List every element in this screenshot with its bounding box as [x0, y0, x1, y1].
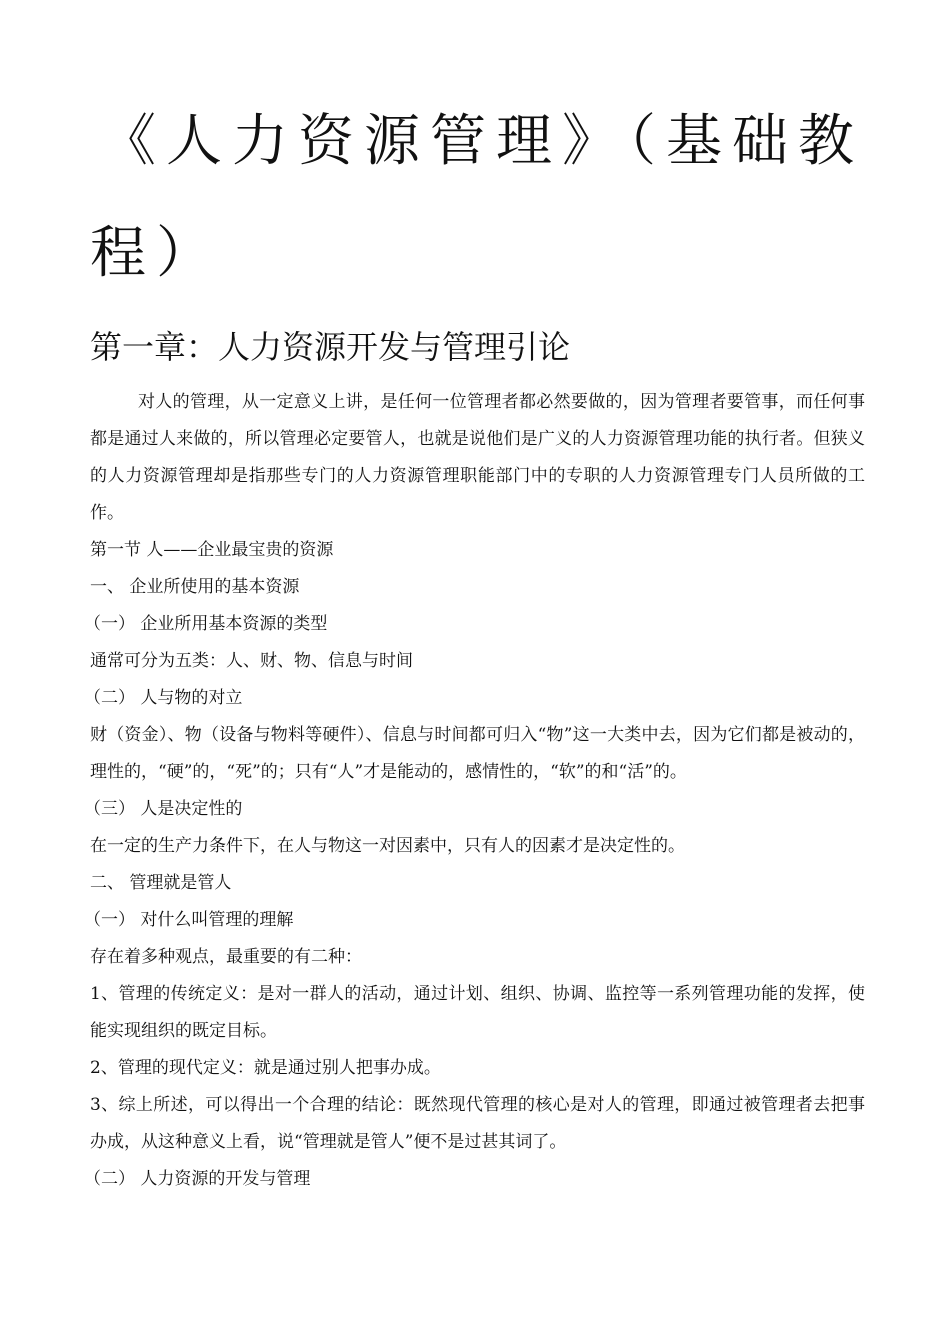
numbered-paragraph: 1、管理的传统定义：是对一群人的活动，通过计划、组织、协调、监控等一系列管理功能的发挥，使能实现组织的既定目标。: [90, 984, 865, 1041]
body-paragraph: 通常可分为五类：人、财、物、信息与时间: [90, 651, 413, 671]
subsection-heading: 一、 企业所使用的基本资源: [90, 577, 300, 597]
body-paragraph: 存在着多种观点，最重要的有二种：: [90, 947, 362, 967]
intro-paragraph: 对人的管理，从一定意义上讲，是任何一位管理者都必然要做的，因为管理者要管事，而任何事都是通过人来做的，所以管理必定要管人，也就是说他们是广义的人力资源管理功能的执行者。但狭义的人力资源管理却是指那些专门的人力资源管理职能部门中的专职的人力资源管理专门人员所做的工作。: [90, 392, 865, 523]
section-heading: 第一节 人——企业最宝贵的资源: [90, 540, 334, 560]
numbered-paragraph: 2、管理的现代定义：就是通过别人把事办成。: [90, 1058, 441, 1078]
item-heading: （三） 人是决定性的: [84, 799, 243, 819]
body-paragraph: 财（资金）、物（设备与物料等硬件）、信息与时间都可归入“物”这一大类中去，因为它们都是被动的，理性的，“硬”的，“死”的；只有“人”才是能动的，感情性的，“软”的和“活”的。: [90, 725, 865, 782]
item-heading: （二） 人与物的对立: [84, 688, 243, 708]
document-body: [84, 384, 865, 1198]
item-heading: （二） 人力资源的开发与管理: [84, 1169, 311, 1189]
body-paragraph: 在一定的生产力条件下，在人与物这一对因素中，只有人的因素才是决定性的。: [90, 836, 685, 856]
subsection-heading: 二、 管理就是管人: [90, 873, 232, 893]
chapter-heading: 第一章：人力资源开发与管理引论: [90, 328, 571, 366]
document-title-line-1: 《人力资源管理》（基础教: [100, 109, 864, 174]
document-title-line-2: 程）: [90, 221, 222, 286]
item-heading: （一） 对什么叫管理的理解: [84, 910, 294, 930]
item-heading: （一） 企业所用基本资源的类型: [84, 614, 328, 634]
numbered-paragraph: 3、综上所述，可以得出一个合理的结论：既然现代管理的核心是对人的管理，即通过被管理者去把事办成，从这种意义上看，说“管理就是管人”便不是过甚其词了。: [90, 1095, 865, 1152]
